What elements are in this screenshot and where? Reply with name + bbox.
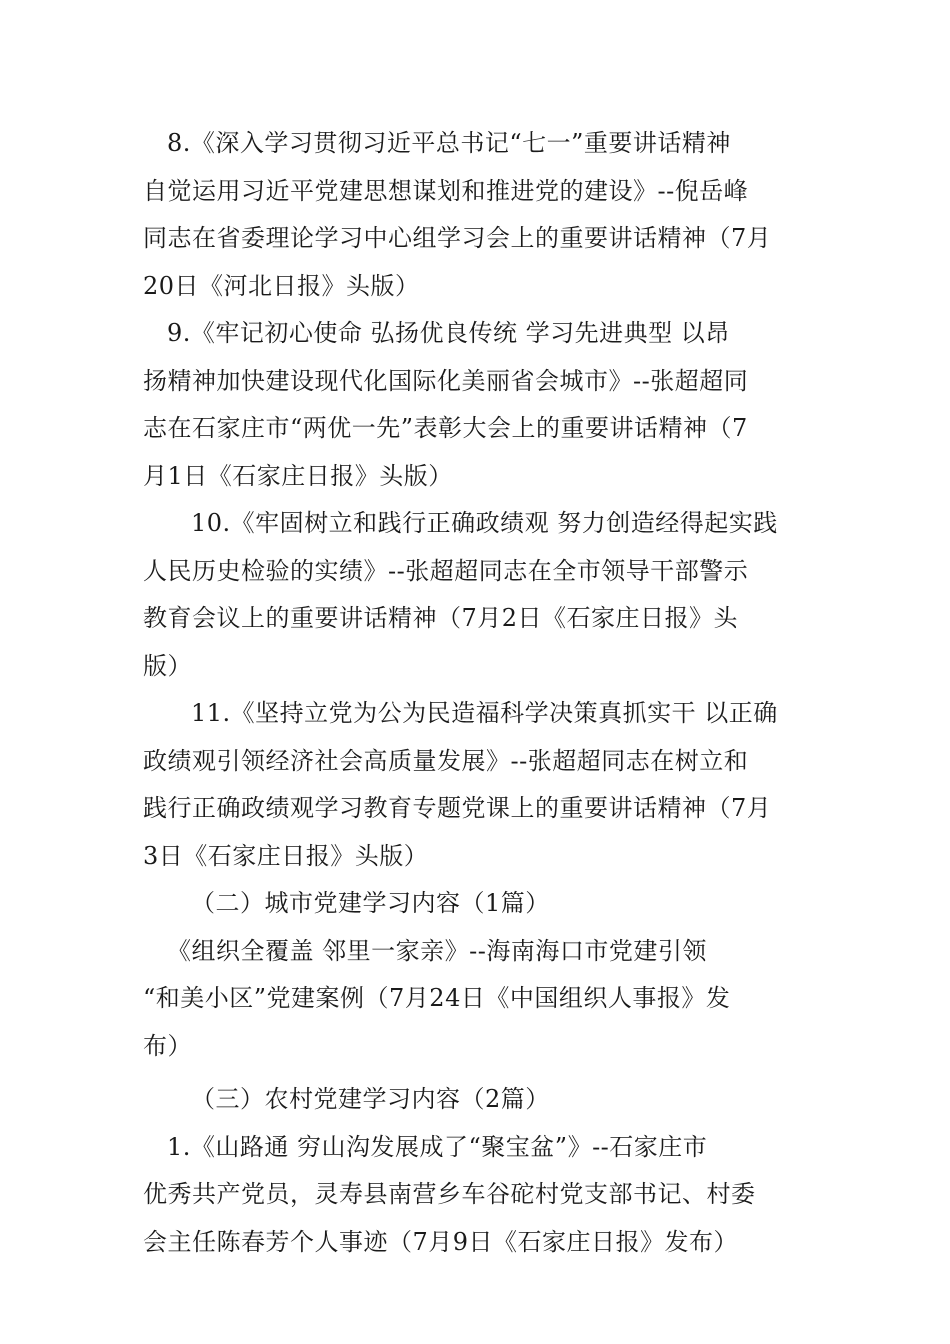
list-item-10 [143, 500, 808, 690]
section-heading: （二）城市党建学习内容（1篇） [191, 889, 550, 917]
section-heading: （三）农村党建学习内容（2篇） [191, 1085, 550, 1113]
text-line: 践行正确政绩观学习教育专题党课上的重要讲话精神（7月 [143, 794, 772, 822]
text-line: 1.《山路通 穷山沟发展成了“聚宝盆”》--石家庄市 [167, 1132, 708, 1161]
text-line: 版） [143, 651, 192, 680]
list-item-8 [143, 120, 808, 310]
text-line: 教育会议上的重要讲话精神（7月2日《石家庄日报》头 [143, 604, 739, 632]
text-line: 20日《河北日报》头版） [143, 271, 420, 300]
text-line: 志在石家庄市“两优一先”表彰大会上的重要讲话精神（7 [143, 414, 748, 442]
text-line: 月1日《石家庄日报》头版） [143, 461, 453, 490]
list-item-9 [143, 310, 808, 500]
section-rural-party-building [143, 1076, 808, 1266]
text-line: 9.《牢记初心使命 弘扬优良传统 学习先进典型 以昂 [167, 319, 730, 347]
text-line: 8.《深入学习贯彻习近平总书记“七一”重要讲话精神 [167, 129, 731, 157]
text-line: 11.《坚持立党为公为民造福科学决策真抓实干 以正确 [191, 699, 778, 727]
text-line: 3日《石家庄日报》头版） [143, 841, 429, 870]
text-line: 同志在省委理论学习中心组学习会上的重要讲话精神（7月 [143, 224, 772, 252]
document-body [143, 120, 808, 1266]
text-line: 扬精神加快建设现代化国际化美丽省会城市》--张超超同 [143, 366, 749, 395]
text-line: “和美小区”党建案例（7月24日《中国组织人事报》发 [143, 984, 731, 1012]
text-line: 政绩观引领经济社会高质量发展》--张超超同志在树立和 [143, 746, 749, 775]
text-line: 会主任陈春芳个人事迹（7月9日《石家庄日报》发布） [143, 1227, 739, 1256]
text-line: 布） [143, 1031, 192, 1060]
text-line: 优秀共产党员，灵寿县南营乡车谷砣村党支部书记、村委 [143, 1180, 756, 1208]
text-line: 人民历史检验的实绩》--张超超同志在全市领导干部警示 [143, 556, 749, 585]
list-item-11 [143, 690, 808, 880]
section-city-party-building [143, 880, 808, 1070]
text-line: 《组织全覆盖 邻里一家亲》--海南海口市党建引领 [167, 936, 707, 965]
text-line: 10.《牢固树立和践行正确政绩观 努力创造经得起实践 [191, 509, 778, 537]
text-line: 自觉运用习近平党建思想谋划和推进党的建设》--倪岳峰 [143, 176, 749, 205]
